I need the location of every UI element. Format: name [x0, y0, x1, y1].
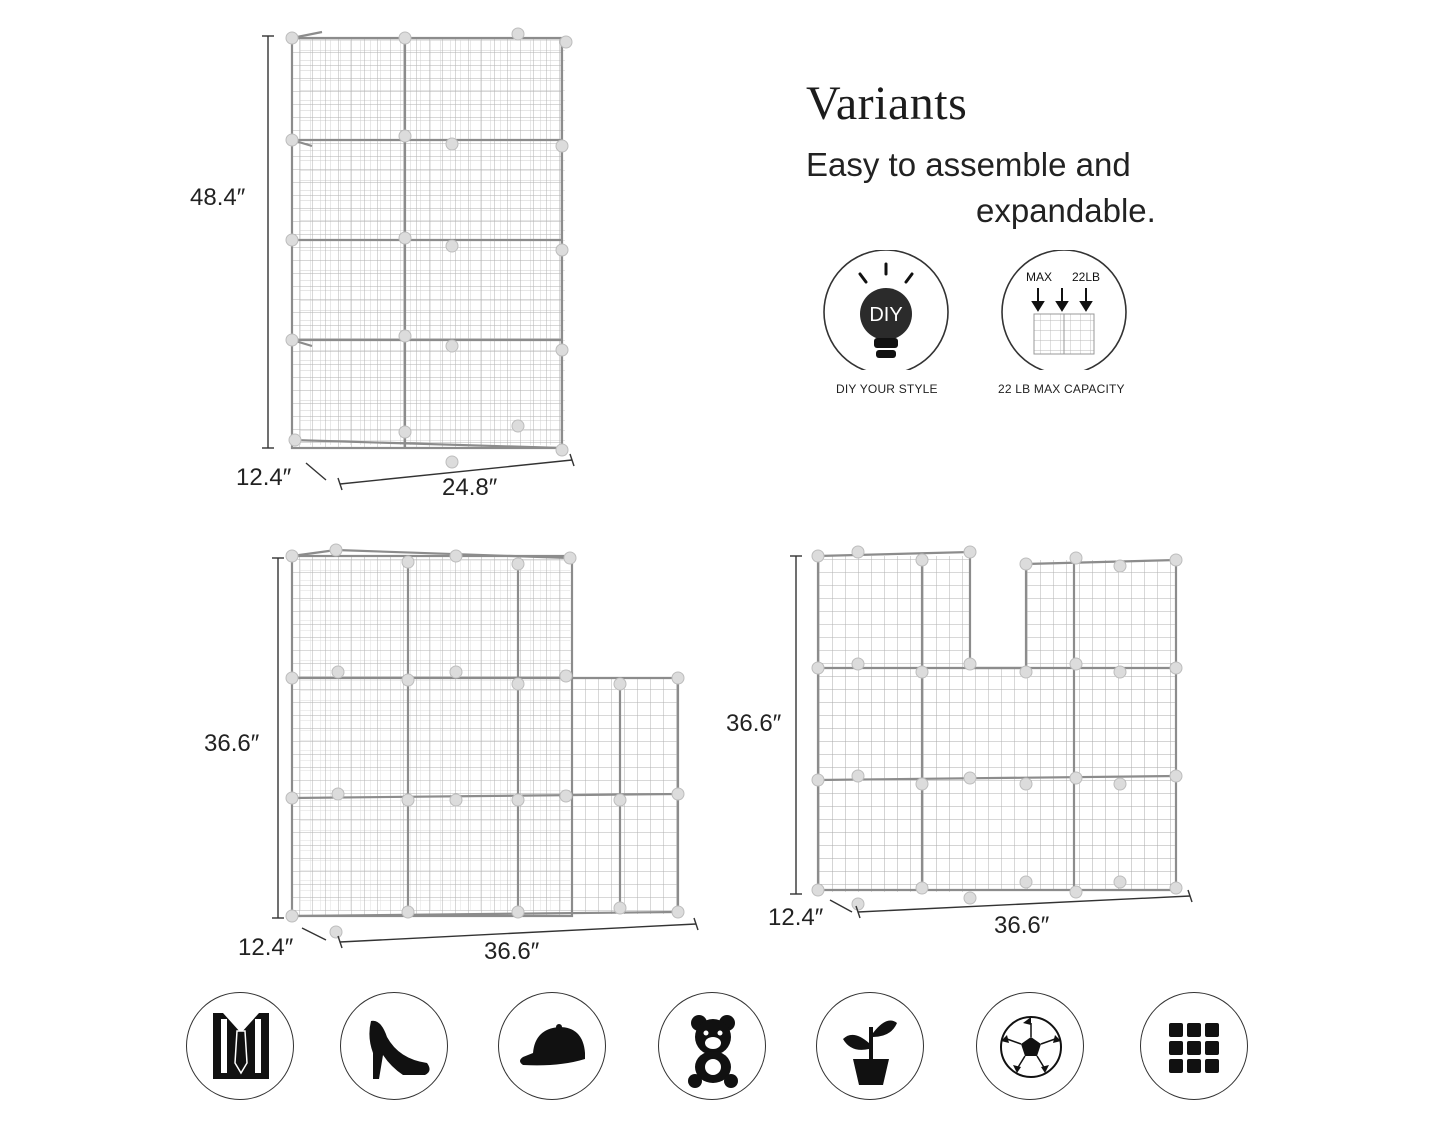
- capacity-weight-label: 22LB: [1072, 270, 1101, 284]
- step-depth-label: 12.4″: [238, 934, 294, 961]
- capacity-badge: [1000, 250, 1128, 370]
- tall-cube-unit: [262, 28, 574, 490]
- teddy-bear-icon: [658, 992, 766, 1100]
- tall-depth-label: 12.4″: [236, 464, 292, 491]
- diy-caption: DIY YOUR STYLE: [836, 382, 938, 396]
- u-shape-cube-unit: [790, 546, 1192, 918]
- u-shape-depth-label: 12.4″: [768, 904, 824, 931]
- subtitle-line-2: expandable.: [976, 192, 1156, 229]
- step-height-label: 36.6″: [204, 730, 260, 757]
- baseball-cap-icon: [498, 992, 606, 1100]
- diy-icon-text: DIY: [869, 304, 903, 326]
- potted-plant-icon: [816, 992, 924, 1100]
- step-cube-unit: [272, 544, 698, 948]
- weight-arrows-icon: [1000, 250, 1128, 370]
- diy-badge: [822, 250, 950, 370]
- page-title: Variants: [806, 77, 968, 130]
- grid-icon: [1140, 992, 1248, 1100]
- tall-width-label: 24.8″: [442, 474, 498, 501]
- u-shape-width-label: 36.6″: [994, 912, 1050, 939]
- step-width-label: 36.6″: [484, 938, 540, 965]
- shirt-tie-icon: [186, 992, 294, 1100]
- capacity-max-label: MAX: [1026, 270, 1053, 284]
- tall-height-label: 48.4″: [190, 184, 246, 211]
- u-shape-height-label: 36.6″: [726, 710, 782, 737]
- capacity-caption: 22 LB MAX CAPACITY: [998, 382, 1125, 396]
- high-heel-shoe-icon: [340, 992, 448, 1100]
- soccer-ball-icon: [976, 992, 1084, 1100]
- subtitle-line-1: Easy to assemble and: [806, 146, 1131, 183]
